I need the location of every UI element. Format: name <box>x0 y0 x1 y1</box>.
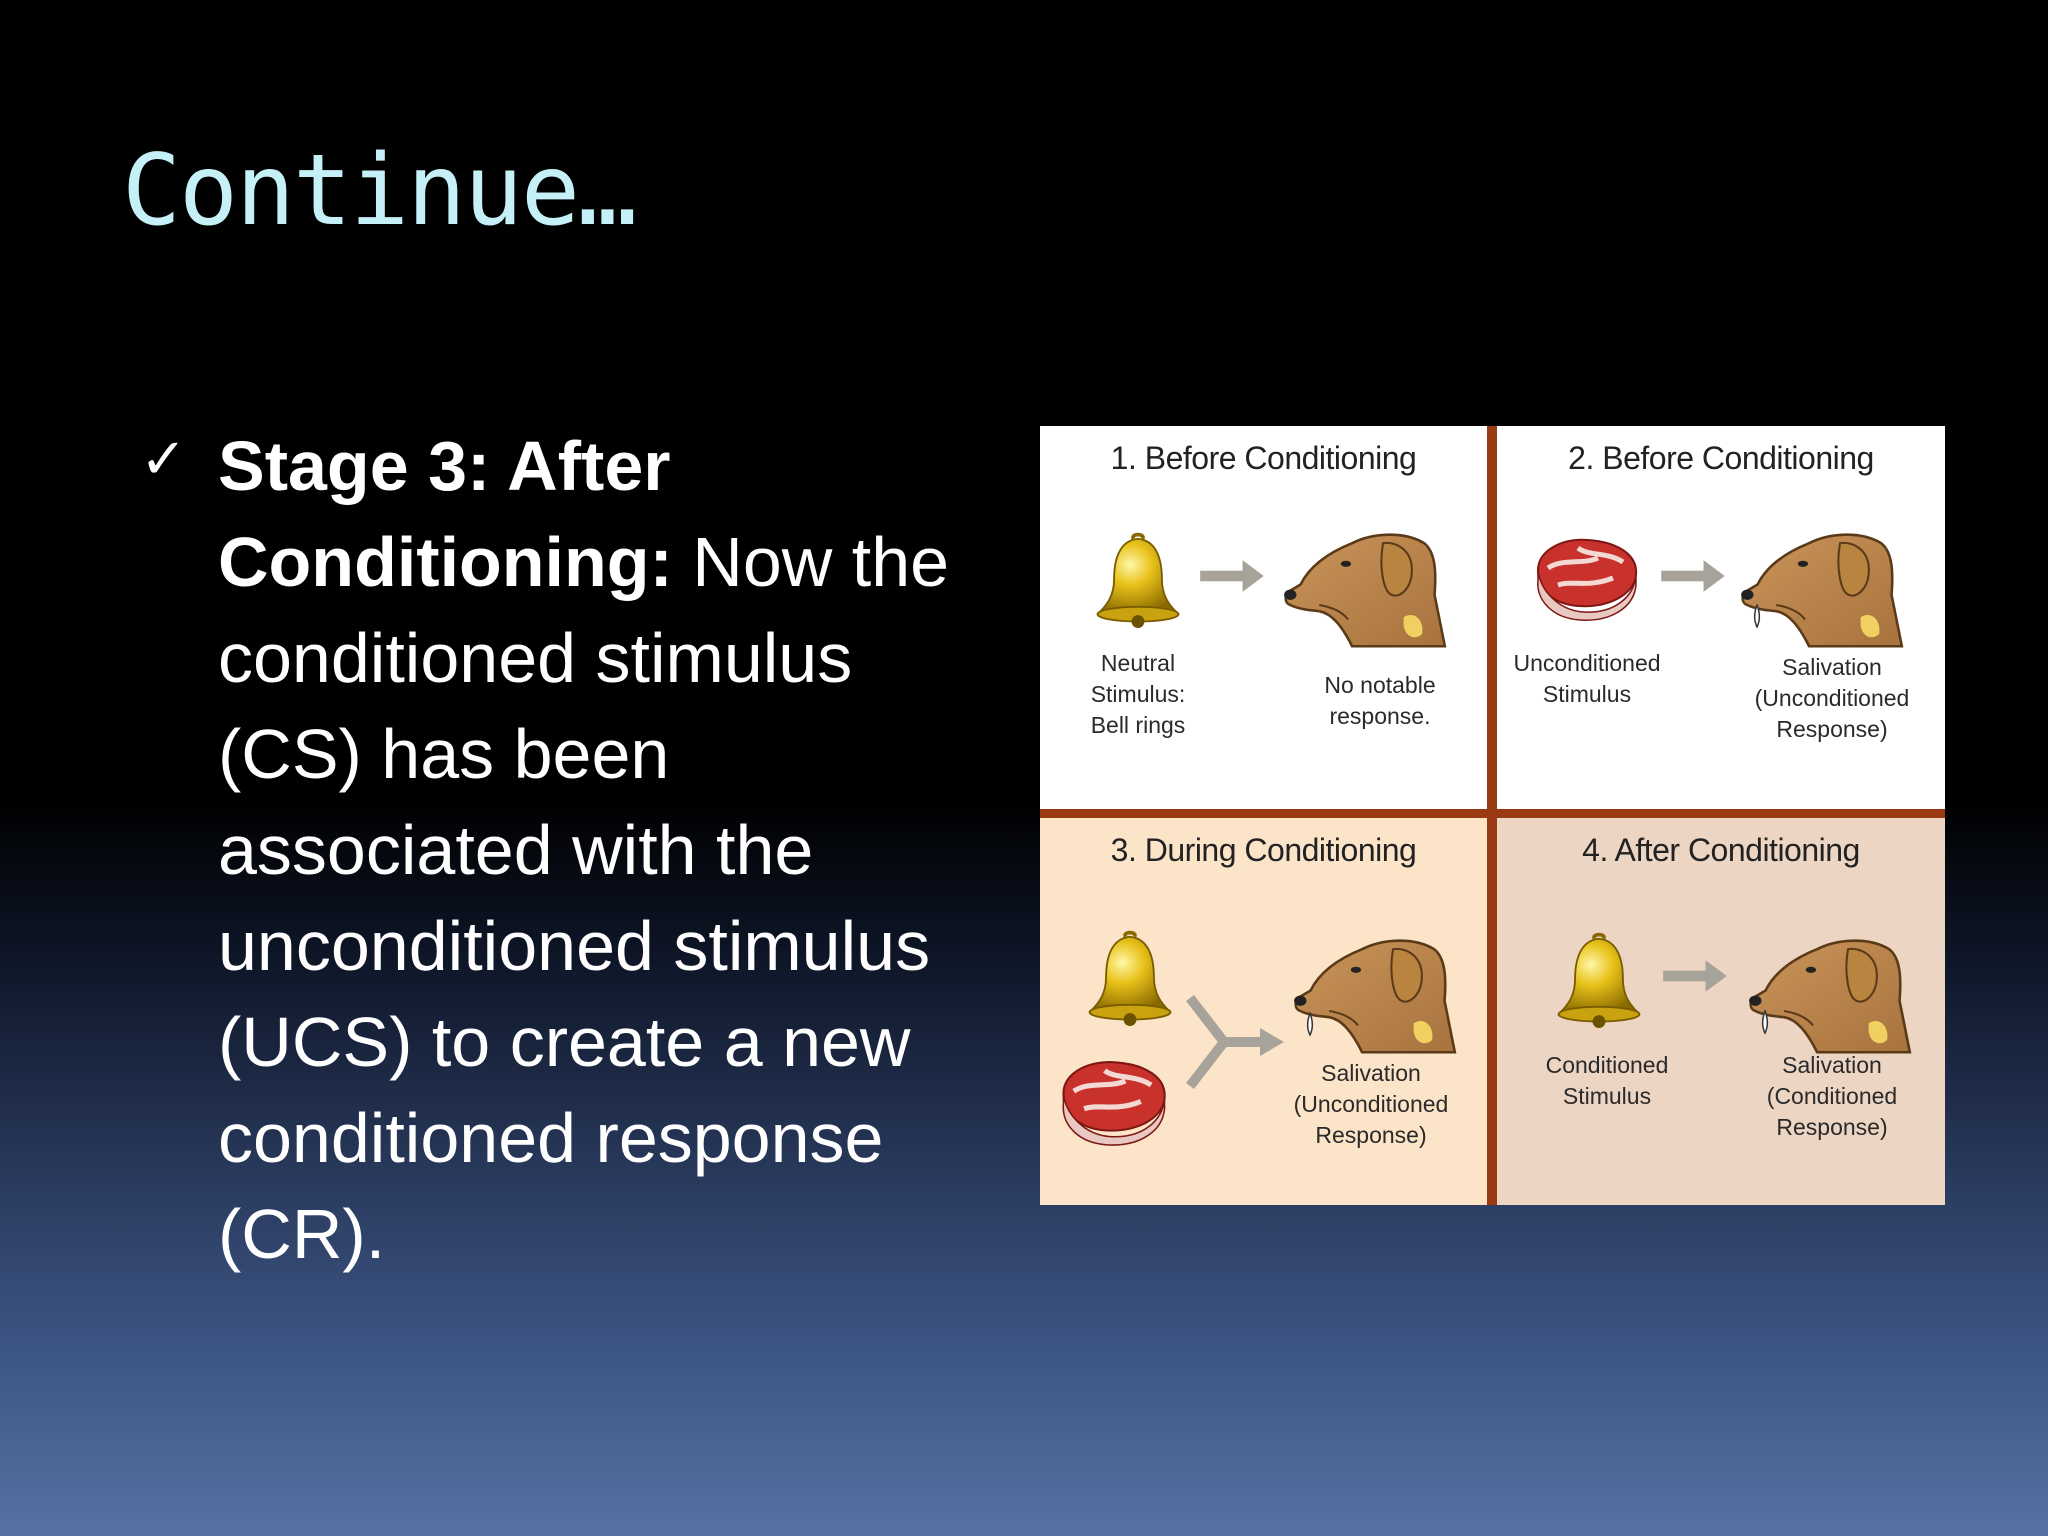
bullet-body: Now the conditioned stimulus (CS) has been associated with the unconditioned stimulus (UCS) to create a new conditioned response (CR). <box>218 523 950 1273</box>
arrow-icon <box>1661 558 1727 594</box>
drool-icon <box>1759 1010 1771 1036</box>
dog-head-icon <box>1280 522 1450 652</box>
bell-icon <box>1084 928 1176 1032</box>
panel-during-conditioning <box>1040 818 1487 1205</box>
panel-before-conditioning-2 <box>1497 426 1945 809</box>
panel-right-caption: Salivation (Unconditioned Response) <box>1293 1060 1449 1148</box>
panel-left-caption: Conditioned Stimulus <box>1545 1052 1669 1109</box>
panel-title: 1. Before Conditioning <box>1110 440 1417 476</box>
arrow-icon <box>1200 558 1266 594</box>
panel-after-conditioning <box>1497 818 1945 1205</box>
dog-head-icon <box>1745 928 1915 1058</box>
meat-icon <box>1052 1052 1176 1150</box>
bullet-bold-label: Stage 3: After Conditioning: <box>218 427 673 601</box>
bell-icon <box>1553 930 1645 1034</box>
panel-title: 3. During Conditioning <box>1110 832 1417 868</box>
merge-arrow-icon <box>1180 990 1290 1100</box>
bullet-text <box>218 418 1014 1282</box>
horizontal-divider <box>1040 809 1945 818</box>
panel-right-caption: No notable response. <box>1324 672 1436 729</box>
panel-left-caption: Unconditioned Stimulus <box>1513 650 1661 707</box>
checkmark-icon: ✓ <box>140 427 187 492</box>
drool-icon <box>1304 1012 1316 1038</box>
bullet-item <box>140 418 1014 1282</box>
slide-title: Continue… <box>122 134 636 248</box>
panel-right-caption: Salivation (Conditioned Response) <box>1766 1052 1898 1140</box>
panel-right-caption: Salivation (Unconditioned Response) <box>1754 654 1910 742</box>
bell-icon <box>1092 530 1184 634</box>
conditioning-figure <box>1040 426 1945 1205</box>
panel-left-caption: Neutral Stimulus: Bell rings <box>1090 650 1186 738</box>
panel-title: 2. Before Conditioning <box>1568 440 1874 476</box>
panel-title: 4. After Conditioning <box>1582 832 1860 868</box>
dog-head-icon <box>1737 522 1907 652</box>
meat-icon <box>1527 530 1647 625</box>
drool-icon <box>1751 604 1763 630</box>
dog-head-icon <box>1290 928 1460 1058</box>
panel-before-conditioning-1 <box>1040 426 1487 809</box>
arrow-icon <box>1663 958 1729 994</box>
